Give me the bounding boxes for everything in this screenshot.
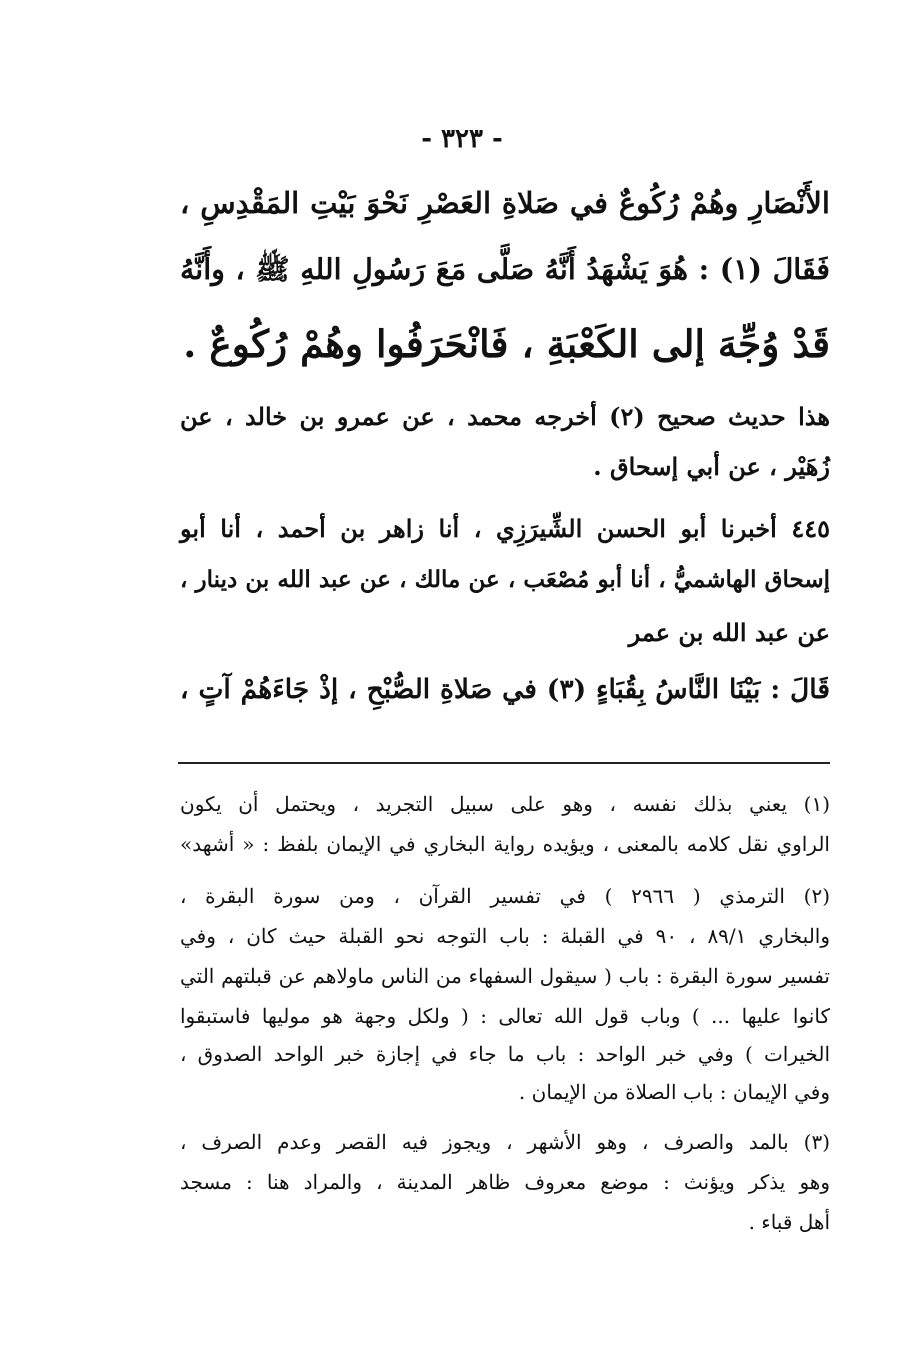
footnote-3-line-1: (٣) بالمد والصرف ، وهو الأشهر ، ويجوز فيه القصر وعدم الصرف ، [180,1130,830,1154]
hadith-line-1: الأَنْصَارِ وهُمْ رُكُوعٌ في صَلاةِ العَصْرِ نَحْوَ بَيْتِ المَقْدِسِ ، [180,186,830,220]
footnote-2-line-3: تفسير سورة البقرة : باب ( سيقول السفهاء من الناس ماولاهم عن قبلتهم التي [180,964,830,988]
footnote-2-line-2: والبخاري ٨٩/١ ، ٩٠ في القبلة : باب التوجه نحو القبلة حيث كان ، وفي [180,924,830,948]
footnote-1-line-1: (١) يعني بذلك نفسه ، وهو على سبيل التجريد ، ويحتمل أن يكون [180,792,830,816]
hadith-line-3: قَدْ وُجِّهَ إلى الكَعْبَةِ ، فَانْحَرَفُوا وهُمْ رُكُوعٌ . [183,322,830,366]
footnote-3-line-2: وهو يذكر ويؤنث : موضع معروف ظاهر المدينة ، والمراد هنا : مسجد [180,1170,830,1194]
grading-line-2: زُهَيْر ، عن أبي إسحاق . [593,452,830,481]
footnote-2-line-4: كانوا عليها ... ) وباب قول الله تعالى : ( ولكل وجهة هو موليها فاستبقوا [180,1004,830,1028]
hadith-line-2: فَقَالَ (١) : هُوَ يَشْهَدُ أَنَّهُ صَلَّى مَعَ رَسُولِ اللهِ ﷺ ، وأَنَّهُ [180,252,831,286]
footnote-1-line-2: الراوي نقل كلامه بالمعنى ، ويؤيده رواية البخاري في الإيمان بلفظ : « أشهد» [180,832,830,856]
grading-line-1: هذا حديث صحيح (٢) أخرجه محمد ، عن عمرو بن خالد ، عن [180,402,831,431]
footnote-2-line-1: (٢) الترمذي ( ٢٩٦٦ ) في تفسير القرآن ، ومن سورة البقرة ، [180,884,830,908]
footnote-2-line-5: الخيرات ) وفي خبر الواحد : باب ما جاء في إجازة خبر الواحد الصدوق ، [180,1042,830,1066]
page-number: - ٣٢٣ - [421,124,503,154]
isnad-line-1: ٤٤٥ أخبرنا أبو الحسن الشِّيرَزِي ، أنا زاهر بن أحمد ، أنا أبو [180,514,830,543]
footnote-divider [178,762,830,764]
isnad-line-3: عن عبد الله بن عمر [628,618,830,647]
footnote-2-line-6: وفي الإيمان : باب الصلاة من الإيمان . [518,1080,830,1104]
hadith-445-line: قَالَ : بَيْنَا النَّاسُ بِقُبَاءٍ (٣) في صَلاةِ الصُّبْحِ ، إذْ جَاءَهُمْ آتٍ ، [180,674,830,705]
footnote-3-line-3: أهل قباء . [748,1210,830,1234]
isnad-line-2: إسحاق الهاشميُّ ، أنا أبو مُصْعَب ، عن مالك ، عن عبد الله بن دينار ، [180,566,830,593]
